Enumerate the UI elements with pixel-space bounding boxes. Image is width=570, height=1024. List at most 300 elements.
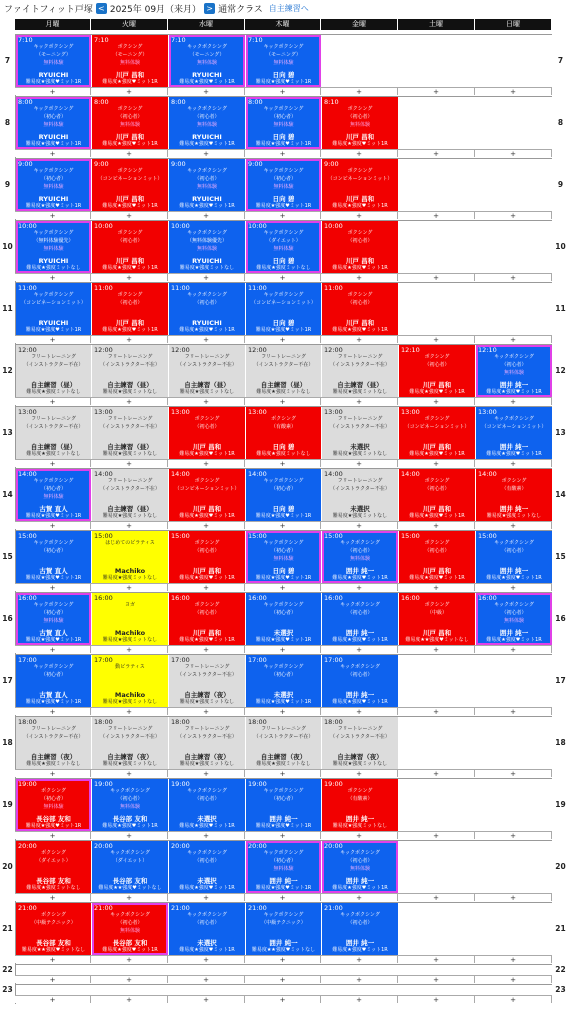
free-trial-tag: 無料体験 — [43, 618, 64, 625]
class-slot[interactable] — [322, 655, 398, 707]
add-slot-button[interactable]: + — [168, 975, 245, 983]
instructor-name: 未選択 — [273, 628, 294, 637]
class-time: 12:00 — [18, 346, 37, 354]
prev-month-button[interactable]: < — [96, 3, 107, 14]
class-subtitle: （初心者） — [40, 796, 66, 803]
add-slot-button[interactable]: + — [168, 87, 245, 95]
add-slot-button[interactable]: + — [168, 769, 245, 777]
class-slot[interactable] — [92, 841, 168, 893]
self-practice-link[interactable]: 自主練習へ — [268, 3, 309, 13]
class-slot[interactable] — [246, 593, 321, 645]
class-slot[interactable] — [169, 221, 245, 273]
add-slot-button[interactable]: + — [168, 521, 245, 529]
add-slot-button[interactable]: + — [168, 335, 245, 343]
class-slot[interactable] — [322, 283, 398, 335]
add-slot-button[interactable]: + — [398, 769, 475, 777]
class-slot[interactable] — [169, 717, 245, 769]
class-slot[interactable] — [399, 407, 475, 459]
add-slot-button[interactable]: + — [245, 273, 321, 281]
class-slot[interactable] — [92, 903, 168, 955]
difficulty-label: 難易度★強度♥ミット1R — [255, 822, 312, 829]
add-slot-button[interactable]: + — [321, 459, 398, 467]
add-slot-button[interactable]: + — [475, 893, 552, 901]
add-slot-button[interactable]: + — [475, 707, 552, 715]
free-trial-tag — [92, 865, 168, 872]
class-slot[interactable] — [322, 779, 398, 831]
class-slot[interactable] — [322, 97, 398, 149]
class-slot[interactable] — [399, 345, 475, 397]
add-slot-button[interactable]: + — [245, 955, 321, 963]
add-slot-button[interactable]: + — [398, 397, 475, 405]
add-slot-button[interactable]: + — [475, 769, 552, 777]
class-slot[interactable] — [246, 469, 321, 521]
add-slot-button[interactable]: + — [168, 583, 245, 591]
add-slot-button[interactable]: + — [91, 335, 168, 343]
class-slot[interactable] — [16, 531, 91, 583]
add-slot-button[interactable]: + — [398, 583, 475, 591]
add-slot-button[interactable]: + — [168, 645, 245, 653]
class-slot[interactable] — [92, 221, 168, 273]
class-name: ボクシング — [501, 478, 527, 484]
class-slot[interactable] — [246, 283, 321, 335]
add-slot-button[interactable]: + — [168, 707, 245, 715]
instructor-name: 川戸 昌和 — [115, 194, 145, 203]
instructor-name: RYUICHI — [192, 194, 222, 203]
add-slot-button[interactable]: + — [245, 831, 321, 839]
add-slot-button[interactable]: + — [321, 955, 398, 963]
add-slot-button[interactable]: + — [398, 211, 475, 219]
class-name: キックボクシング — [187, 912, 227, 918]
add-slot-button[interactable]: + — [168, 273, 245, 281]
free-trial-tag — [246, 307, 321, 314]
add-slot-button[interactable]: + — [475, 955, 552, 963]
add-slot-button[interactable]: + — [15, 831, 91, 839]
class-slot[interactable] — [16, 159, 91, 211]
instructor-name: 囲井 純一 — [345, 628, 375, 637]
add-slot-button[interactable]: + — [245, 87, 321, 95]
free-trial-tag — [92, 554, 168, 561]
add-slot-button[interactable]: + — [321, 335, 398, 343]
add-slot-button[interactable]: + — [15, 87, 91, 95]
add-slot-button[interactable]: + — [398, 995, 475, 1003]
class-slot[interactable] — [169, 903, 245, 955]
instructor-name: RYUICHI — [192, 256, 222, 265]
class-name: キックボクシング — [263, 44, 304, 50]
class-info — [92, 911, 168, 936]
hour-label-left: 14 — [2, 490, 13, 499]
class-slot[interactable] — [246, 717, 321, 769]
class-info — [92, 849, 168, 872]
class-slot[interactable] — [246, 221, 321, 273]
class-subtitle: （有酸素） — [347, 796, 373, 803]
class-slot[interactable] — [92, 593, 168, 645]
class-name: ボクシング — [117, 230, 143, 236]
add-slot-button[interactable]: + — [245, 707, 321, 715]
class-slot[interactable] — [476, 531, 552, 583]
class-info — [169, 663, 245, 686]
difficulty-label: 難易度★強度♥ミット1R — [332, 140, 388, 147]
add-slot-button[interactable]: + — [321, 583, 398, 591]
class-time: 8:10 — [324, 98, 339, 106]
class-subtitle: （ダイエット） — [36, 858, 71, 865]
class-slot[interactable] — [169, 345, 245, 397]
add-slot-button[interactable]: + — [168, 955, 245, 963]
difficulty-label: 難易度★強度ミットなし — [26, 884, 81, 891]
difficulty-label: 難易度★強度♥ミット1R — [179, 140, 235, 147]
class-info — [322, 353, 398, 376]
add-slot-button[interactable]: + — [245, 645, 321, 653]
add-slot-button[interactable]: + — [15, 975, 91, 983]
free-trial-tag: 無料体験 — [273, 866, 294, 873]
add-slot-button[interactable]: + — [475, 975, 552, 983]
add-slot-button[interactable]: + — [398, 645, 475, 653]
class-slot[interactable] — [16, 779, 91, 831]
instructor-name: 日向 碧 — [272, 256, 295, 265]
class-slot[interactable] — [322, 903, 398, 955]
add-slot-button[interactable]: + — [245, 521, 321, 529]
class-time: 8:00 — [171, 98, 186, 106]
class-time: 7:10 — [248, 36, 263, 44]
class-info — [16, 601, 91, 626]
add-slot-button[interactable]: + — [321, 273, 398, 281]
add-slot-button[interactable]: + — [398, 335, 475, 343]
class-slot[interactable] — [169, 35, 245, 87]
class-time: 21:00 — [171, 904, 190, 912]
add-slot-button[interactable]: + — [398, 521, 475, 529]
difficulty-label: 難易度★強度♥ミット1R — [25, 822, 82, 829]
difficulty-label: 難易度★強度♥ミット1R — [179, 884, 235, 891]
gym-name: ファイトフィット戸塚 — [4, 4, 93, 15]
timetable-grid — [0, 16, 570, 1024]
class-slot[interactable] — [16, 717, 91, 769]
add-slot-button[interactable]: + — [398, 707, 475, 715]
add-slot-button[interactable]: + — [398, 273, 475, 281]
instructor-name: 自主練習（夜） — [30, 752, 77, 761]
class-info — [246, 663, 321, 686]
class-name: キックボクシング — [263, 788, 304, 794]
hour-label-left: 16 — [2, 614, 13, 623]
class-slot[interactable] — [92, 97, 168, 149]
add-slot-button[interactable]: + — [168, 397, 245, 405]
class-slot[interactable] — [322, 407, 398, 459]
class-slot[interactable] — [16, 593, 91, 645]
add-slot-button[interactable]: + — [168, 995, 245, 1003]
add-slot-button[interactable]: + — [91, 975, 168, 983]
add-slot-button[interactable]: + — [91, 955, 168, 963]
instructor-name: 自主練習（昼） — [107, 380, 153, 389]
add-slot-button[interactable]: + — [15, 149, 91, 157]
add-slot-button[interactable]: + — [321, 707, 398, 715]
add-slot-button[interactable]: + — [91, 893, 168, 901]
add-slot-button[interactable]: + — [398, 955, 475, 963]
class-slot[interactable] — [169, 469, 245, 521]
add-slot-button[interactable]: + — [321, 149, 398, 157]
difficulty-label: 難易度★強度♥ミット1R — [102, 78, 158, 85]
class-slot[interactable] — [169, 779, 245, 831]
add-slot-button[interactable]: + — [321, 893, 398, 901]
class-slot[interactable] — [246, 159, 321, 211]
class-subtitle: （ダイエット） — [266, 238, 301, 245]
add-slot-button[interactable]: + — [321, 769, 398, 777]
add-slot-button[interactable]: + — [321, 831, 398, 839]
add-slot-button[interactable]: + — [91, 397, 168, 405]
class-slot[interactable] — [246, 407, 321, 459]
class-slot[interactable] — [16, 97, 91, 149]
add-slot-button[interactable]: + — [475, 459, 552, 467]
class-name: キックボクシング — [340, 850, 380, 856]
empty-slot — [476, 655, 552, 707]
class-slot[interactable] — [476, 407, 552, 459]
add-slot-button[interactable]: + — [475, 521, 552, 529]
add-slot-button[interactable]: + — [91, 87, 168, 95]
add-slot-button[interactable]: + — [475, 397, 552, 405]
class-slot[interactable] — [476, 345, 552, 397]
add-slot-button[interactable]: + — [475, 87, 552, 95]
class-slot[interactable] — [16, 283, 91, 335]
add-slot-button[interactable]: + — [475, 995, 552, 1003]
next-month-button[interactable]: > — [204, 3, 215, 14]
add-slot-button[interactable]: + — [168, 893, 245, 901]
class-time: 12:00 — [248, 346, 267, 354]
class-info — [246, 291, 321, 314]
instructor-name: 自主練習（昼） — [30, 442, 77, 451]
difficulty-label: 難易度★強度♥ミット1R — [255, 698, 312, 705]
add-slot-button[interactable]: + — [321, 995, 398, 1003]
instructor-name: 自主練習（昼） — [107, 504, 153, 513]
class-name: キックボクシング — [263, 602, 304, 608]
instructor-name: 長谷部 友和 — [36, 814, 71, 823]
class-slot[interactable] — [16, 469, 91, 521]
class-slot[interactable] — [169, 531, 245, 583]
hour-label-left: 18 — [2, 738, 13, 747]
class-time: 17:00 — [171, 656, 190, 664]
add-slot-button[interactable]: + — [475, 645, 552, 653]
add-slot-button[interactable]: + — [15, 459, 91, 467]
class-slot[interactable] — [169, 655, 245, 707]
add-slot-button[interactable]: + — [91, 769, 168, 777]
add-slot-button[interactable]: + — [91, 273, 168, 281]
class-slot[interactable] — [169, 407, 245, 459]
add-slot-button[interactable]: + — [398, 87, 475, 95]
class-slot[interactable] — [92, 717, 168, 769]
free-trial-tag: 無料体験 — [273, 184, 294, 191]
class-slot[interactable] — [16, 903, 91, 955]
instructor-name: 囲井 純一 — [345, 938, 375, 947]
class-info — [399, 539, 475, 562]
add-slot-button[interactable]: + — [168, 149, 245, 157]
add-slot-button[interactable]: + — [15, 583, 91, 591]
add-slot-button[interactable]: + — [168, 459, 245, 467]
class-subtitle: （モーニング） — [36, 52, 71, 59]
add-slot-button[interactable]: + — [15, 769, 91, 777]
add-slot-button[interactable]: + — [91, 645, 168, 653]
class-name: ボクシング — [347, 292, 373, 298]
add-slot-button[interactable]: + — [245, 769, 321, 777]
add-slot-button[interactable]: + — [245, 583, 321, 591]
class-slot[interactable] — [246, 531, 321, 583]
add-slot-button[interactable]: + — [91, 995, 168, 1003]
class-name: フリートレーニング — [261, 726, 306, 732]
class-slot[interactable] — [92, 159, 168, 211]
class-slot[interactable] — [246, 841, 321, 893]
class-info — [169, 601, 245, 624]
add-slot-button[interactable]: + — [15, 273, 91, 281]
add-slot-button[interactable]: + — [321, 645, 398, 653]
class-name: キックボクシング — [187, 850, 227, 856]
class-slot[interactable] — [476, 593, 552, 645]
add-slot-button[interactable]: + — [475, 831, 552, 839]
add-slot-button[interactable]: + — [245, 211, 321, 219]
class-slot[interactable] — [476, 469, 552, 521]
class-slot[interactable] — [92, 655, 168, 707]
add-slot-button[interactable]: + — [398, 149, 475, 157]
class-time: 10:00 — [171, 222, 190, 230]
class-slot[interactable] — [16, 221, 91, 273]
class-slot[interactable] — [322, 469, 398, 521]
add-slot-button[interactable]: + — [321, 521, 398, 529]
add-slot-button[interactable]: + — [245, 995, 321, 1003]
class-info — [169, 105, 245, 130]
add-slot-button[interactable]: + — [321, 87, 398, 95]
class-info — [476, 353, 552, 378]
add-slot-button[interactable]: + — [321, 397, 398, 405]
class-slot[interactable] — [399, 593, 475, 645]
add-slot-button[interactable]: + — [15, 995, 91, 1003]
add-slot-button[interactable]: + — [321, 975, 398, 983]
add-slot-button[interactable]: + — [91, 149, 168, 157]
add-slot-button[interactable]: + — [91, 831, 168, 839]
add-slot-button[interactable]: + — [245, 335, 321, 343]
difficulty-label: 難易度★強度ミットなし — [102, 636, 158, 643]
class-slot[interactable] — [92, 531, 168, 583]
add-slot-button[interactable]: + — [245, 975, 321, 983]
class-subtitle: （コンビネーションミット） — [174, 486, 240, 493]
add-slot-button[interactable]: + — [245, 459, 321, 467]
difficulty-label: 難易度★強度♥ミット1R — [255, 326, 312, 333]
class-slot[interactable] — [322, 221, 398, 273]
add-slot-button[interactable]: + — [15, 707, 91, 715]
class-slot[interactable] — [169, 283, 245, 335]
class-slot[interactable] — [16, 407, 91, 459]
class-slot[interactable] — [322, 717, 398, 769]
class-name: キックボクシング — [494, 540, 534, 546]
class-slot[interactable] — [246, 779, 321, 831]
class-slot[interactable] — [169, 593, 245, 645]
add-slot-button[interactable]: + — [91, 583, 168, 591]
hour-label-left: 23 — [2, 985, 13, 994]
add-slot-button[interactable]: + — [91, 211, 168, 219]
add-slot-button[interactable]: + — [245, 893, 321, 901]
class-slot[interactable] — [92, 779, 168, 831]
instructor-name: 川戸 昌和 — [192, 628, 222, 637]
class-slot[interactable] — [246, 35, 321, 87]
add-slot-button[interactable]: + — [91, 521, 168, 529]
class-slot[interactable] — [246, 345, 321, 397]
class-slot[interactable] — [92, 469, 168, 521]
add-slot-button[interactable]: + — [398, 831, 475, 839]
add-slot-button[interactable]: + — [91, 707, 168, 715]
class-name: キックボクシング — [263, 912, 304, 918]
add-slot-button[interactable]: + — [398, 975, 475, 983]
add-slot-button[interactable]: + — [15, 211, 91, 219]
class-slot[interactable] — [399, 531, 475, 583]
instructor-name: 自主練習（昼） — [107, 442, 153, 451]
add-slot-button[interactable]: + — [475, 583, 552, 591]
class-slot[interactable] — [92, 407, 168, 459]
add-slot-button[interactable]: + — [398, 459, 475, 467]
class-slot[interactable] — [92, 345, 168, 397]
class-slot[interactable] — [16, 655, 91, 707]
add-slot-button[interactable]: + — [475, 273, 552, 281]
add-slot-button[interactable]: + — [15, 955, 91, 963]
class-name: キックボクシング — [33, 44, 74, 50]
class-slot[interactable] — [322, 531, 398, 583]
class-time: 11:00 — [18, 284, 37, 292]
add-slot-button[interactable]: + — [15, 335, 91, 343]
add-slot-button[interactable]: + — [15, 521, 91, 529]
class-slot[interactable] — [322, 841, 398, 893]
class-slot[interactable] — [16, 841, 91, 893]
hour-label-left: 9 — [4, 180, 11, 189]
instructor-name: 川戸 昌和 — [115, 70, 145, 79]
add-slot-button[interactable]: + — [475, 149, 552, 157]
class-slot[interactable] — [169, 159, 245, 211]
class-slot[interactable] — [92, 283, 168, 335]
class-slot[interactable] — [322, 345, 398, 397]
class-slot[interactable] — [169, 97, 245, 149]
class-slot[interactable] — [246, 655, 321, 707]
difficulty-label: 難易度★強度♥ミット1R — [179, 574, 235, 581]
class-name: キックボクシング — [340, 912, 380, 918]
class-slot[interactable] — [92, 35, 168, 87]
instructor-name: RYUICHI — [192, 318, 222, 327]
add-slot-button[interactable]: + — [321, 211, 398, 219]
difficulty-label: 難易度★強度♥ミット1R — [179, 326, 235, 333]
add-slot-button[interactable]: + — [475, 211, 552, 219]
add-slot-button[interactable]: + — [245, 149, 321, 157]
add-slot-button[interactable]: + — [475, 335, 552, 343]
add-slot-button[interactable]: + — [398, 893, 475, 901]
class-slot[interactable] — [322, 593, 398, 645]
hour-label-right: 11 — [555, 304, 566, 313]
add-slot-button[interactable]: + — [15, 645, 91, 653]
add-slot-button[interactable]: + — [168, 831, 245, 839]
class-name: ボクシング — [424, 354, 450, 360]
difficulty-label: 難易度★強度♥ミット1R — [102, 822, 158, 829]
class-slot[interactable] — [16, 35, 91, 87]
add-slot-button[interactable]: + — [245, 397, 321, 405]
class-slot[interactable] — [246, 903, 321, 955]
add-slot-button[interactable]: + — [91, 459, 168, 467]
class-subtitle: （無料体験優先） — [186, 238, 227, 245]
difficulty-label: 難易度★強度ミットなし — [102, 388, 158, 395]
add-slot-button[interactable]: + — [15, 893, 91, 901]
class-subtitle: （初心者） — [117, 300, 143, 307]
free-trial-tag: 無料体験 — [43, 494, 64, 501]
class-slot[interactable] — [169, 841, 245, 893]
class-name: キックボクシング — [33, 664, 74, 670]
class-slot[interactable] — [399, 469, 475, 521]
class-subtitle: （コンビネーションミット） — [404, 424, 470, 431]
class-slot[interactable] — [16, 345, 91, 397]
class-info — [246, 725, 321, 748]
class-slot[interactable] — [322, 159, 398, 211]
class-name: ボクシング — [424, 602, 450, 608]
add-slot-button[interactable]: + — [168, 211, 245, 219]
class-time: 13:00 — [18, 408, 37, 416]
class-slot[interactable] — [246, 97, 321, 149]
add-slot-button[interactable]: + — [15, 397, 91, 405]
